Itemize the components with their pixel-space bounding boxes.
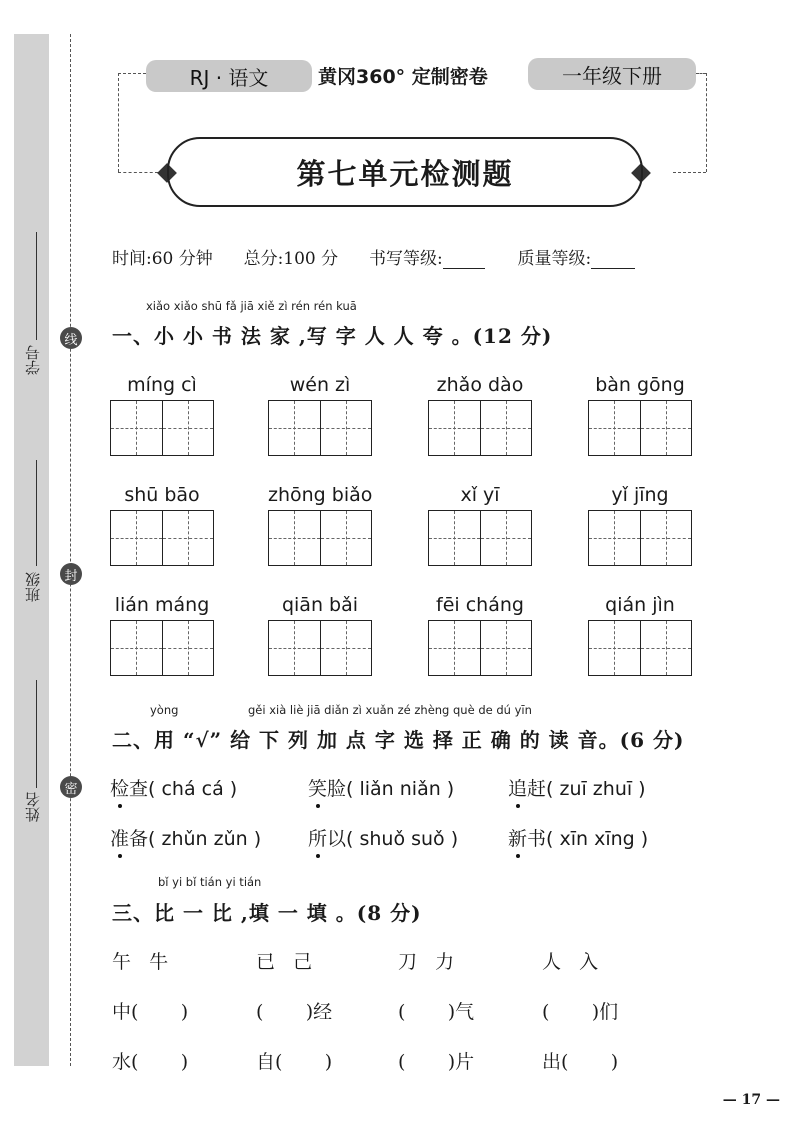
page-number: — 17 — <box>722 1092 780 1108</box>
pronunciation-choice[interactable] <box>308 824 458 851</box>
character-pair: 午 牛 <box>112 951 169 973</box>
writing-grid-cell[interactable] <box>480 401 532 455</box>
dotted-character: 检 <box>110 774 129 801</box>
writing-grid-box[interactable] <box>110 510 214 566</box>
section1-pinyin-word: lián máng <box>114 594 210 616</box>
fill-blank-word[interactable]: ( )片 <box>398 1051 475 1073</box>
student-id-label: 学号 <box>24 345 42 375</box>
choice-text: 赶( zuī zhuī ) <box>527 778 646 800</box>
character-pair: 已 己 <box>256 951 313 973</box>
writing-grid-box[interactable] <box>588 510 692 566</box>
dotted-character: 笑 <box>308 774 327 801</box>
exam-total: 总分:100 分 <box>243 249 339 269</box>
section2-pinyin: gěi xià liè jiā diǎn zì xuǎn zé zhèng què de dú yīn <box>248 703 532 717</box>
writing-grid-cell[interactable] <box>162 621 214 675</box>
character-pair: 人 入 <box>542 951 599 973</box>
choice-text: 脸( liǎn niǎn ) <box>327 778 455 800</box>
dotted-character: 所 <box>308 824 327 851</box>
writing-grid-cell[interactable] <box>111 401 162 455</box>
writing-grid-cell[interactable] <box>111 511 162 565</box>
name-label: 姓名 <box>24 792 42 822</box>
quality-grade-label: 质量等级: <box>517 249 592 269</box>
fill-blank-word[interactable]: ( )气 <box>398 1001 475 1023</box>
series-title: 黄冈360° 定制密卷 <box>318 66 488 88</box>
fill-blank-word[interactable]: 自( ) <box>256 1051 333 1073</box>
section1-pinyin: xiǎo xiǎo shū fǎ jiā xiě zì rén rén kuā <box>146 299 357 313</box>
choice-text: 以( shuǒ suǒ ) <box>327 828 459 850</box>
section1-title: 一、小 小 书 法 家 ,写 字 人 人 夸 。(12 分) <box>112 324 553 348</box>
writing-grid-cell[interactable] <box>429 401 480 455</box>
writing-grid-cell[interactable] <box>480 621 532 675</box>
section2-pinyin-yong: yòng <box>150 703 179 717</box>
pronunciation-choice[interactable] <box>110 774 237 801</box>
section1-pinyin-word: wén zì <box>289 374 351 396</box>
quality-grade-blank[interactable] <box>591 268 635 269</box>
dotted-character: 新 <box>508 824 527 851</box>
writing-grid-cell[interactable] <box>480 511 532 565</box>
section2-title: 二、用 “√” 给 下 列 加 点 字 选 择 正 确 的 读 音。(6 分) <box>112 728 685 752</box>
binding-mark-line: 线 <box>60 327 82 349</box>
choice-text: 备( zhǔn zǔn ) <box>129 828 262 850</box>
writing-grid-cell[interactable] <box>640 401 692 455</box>
pronunciation-choice[interactable] <box>308 774 454 801</box>
section1-pinyin-word: bàn gōng <box>595 374 685 396</box>
section1-pinyin-word: qián jìn <box>605 594 675 616</box>
writing-grid-box[interactable] <box>588 620 692 676</box>
section3-title: 三、比 一 比 ,填 一 填 。(8 分) <box>112 901 422 925</box>
writing-grid-cell[interactable] <box>640 511 692 565</box>
writing-grid-cell[interactable] <box>589 621 640 675</box>
section1-pinyin-word: yǐ jīng <box>611 484 669 506</box>
dotted-character: 准 <box>110 824 129 851</box>
writing-grid-cell[interactable] <box>320 621 372 675</box>
fill-blank-word[interactable]: ( )经 <box>256 1001 333 1023</box>
writing-grid-cell[interactable] <box>640 621 692 675</box>
exam-info <box>112 244 635 269</box>
writing-grid-box[interactable] <box>110 620 214 676</box>
section1-pinyin-word: míng cì <box>127 374 197 396</box>
name-line <box>36 680 37 788</box>
section3-pinyin: bǐ yi bǐ tián yi tián <box>158 875 262 889</box>
writing-grid-cell[interactable] <box>269 401 320 455</box>
section1-pinyin-word: qiān bǎi <box>281 594 359 616</box>
character-pair: 刀 力 <box>398 951 455 973</box>
pronunciation-choice[interactable] <box>508 774 646 801</box>
exam-time: 时间:60 分钟 <box>112 249 213 269</box>
fill-blank-word[interactable]: 出( ) <box>542 1051 619 1073</box>
binding-strip <box>14 34 49 1066</box>
page-title: 第七单元检测题 <box>167 137 643 207</box>
section1-pinyin-word: fēi cháng <box>436 594 524 616</box>
writing-grid-cell[interactable] <box>429 511 480 565</box>
writing-grid-cell[interactable] <box>269 621 320 675</box>
writing-grid-box[interactable] <box>268 510 372 566</box>
writing-grid-cell[interactable] <box>269 511 320 565</box>
writing-grid-cell[interactable] <box>320 401 372 455</box>
writing-grid-box[interactable] <box>428 400 532 456</box>
grade-pill: 一年级下册 <box>528 58 696 90</box>
section1-pinyin-word: xǐ yī <box>460 484 500 506</box>
writing-grid-cell[interactable] <box>162 401 214 455</box>
section1-pinyin-word: shū bāo <box>124 484 200 506</box>
dotted-character: 追 <box>508 774 527 801</box>
choice-text: 书( xīn xīng ) <box>527 828 649 850</box>
writing-grid-box[interactable] <box>428 510 532 566</box>
choice-text: 查( chá cá ) <box>129 778 238 800</box>
writing-grid-box[interactable] <box>268 400 372 456</box>
section1-pinyin-word: zhōng biǎo <box>268 484 373 506</box>
fill-blank-word[interactable]: 水( ) <box>112 1051 189 1073</box>
fill-blank-word[interactable]: ( )们 <box>542 1001 619 1023</box>
class-line <box>36 460 37 566</box>
writing-grid-box[interactable] <box>268 620 372 676</box>
fill-blank-word[interactable]: 中( ) <box>112 1001 189 1023</box>
pronunciation-choice[interactable] <box>110 824 261 851</box>
writing-grid-cell[interactable] <box>589 511 640 565</box>
class-label: 班级 <box>24 572 42 602</box>
student-id-line <box>36 232 37 340</box>
writing-grade-blank[interactable] <box>443 268 485 269</box>
pronunciation-choice[interactable] <box>508 824 648 851</box>
writing-grade-label: 书写等级: <box>368 249 443 269</box>
writing-grid-box[interactable] <box>428 620 532 676</box>
binding-mark-secret: 密 <box>60 776 82 798</box>
writing-grid-cell[interactable] <box>320 511 372 565</box>
section1-pinyin-word: zhǎo dào <box>436 374 524 396</box>
writing-grid-cell[interactable] <box>429 621 480 675</box>
binding-cut-line <box>70 34 71 1066</box>
writing-grid-cell[interactable] <box>589 401 640 455</box>
writing-grid-cell[interactable] <box>162 511 214 565</box>
writing-grid-box[interactable] <box>110 400 214 456</box>
subject-pill: RJ · 语文 <box>146 60 312 92</box>
writing-grid-box[interactable] <box>588 400 692 456</box>
binding-mark-seal: 封 <box>60 563 82 585</box>
writing-grid-cell[interactable] <box>111 621 162 675</box>
